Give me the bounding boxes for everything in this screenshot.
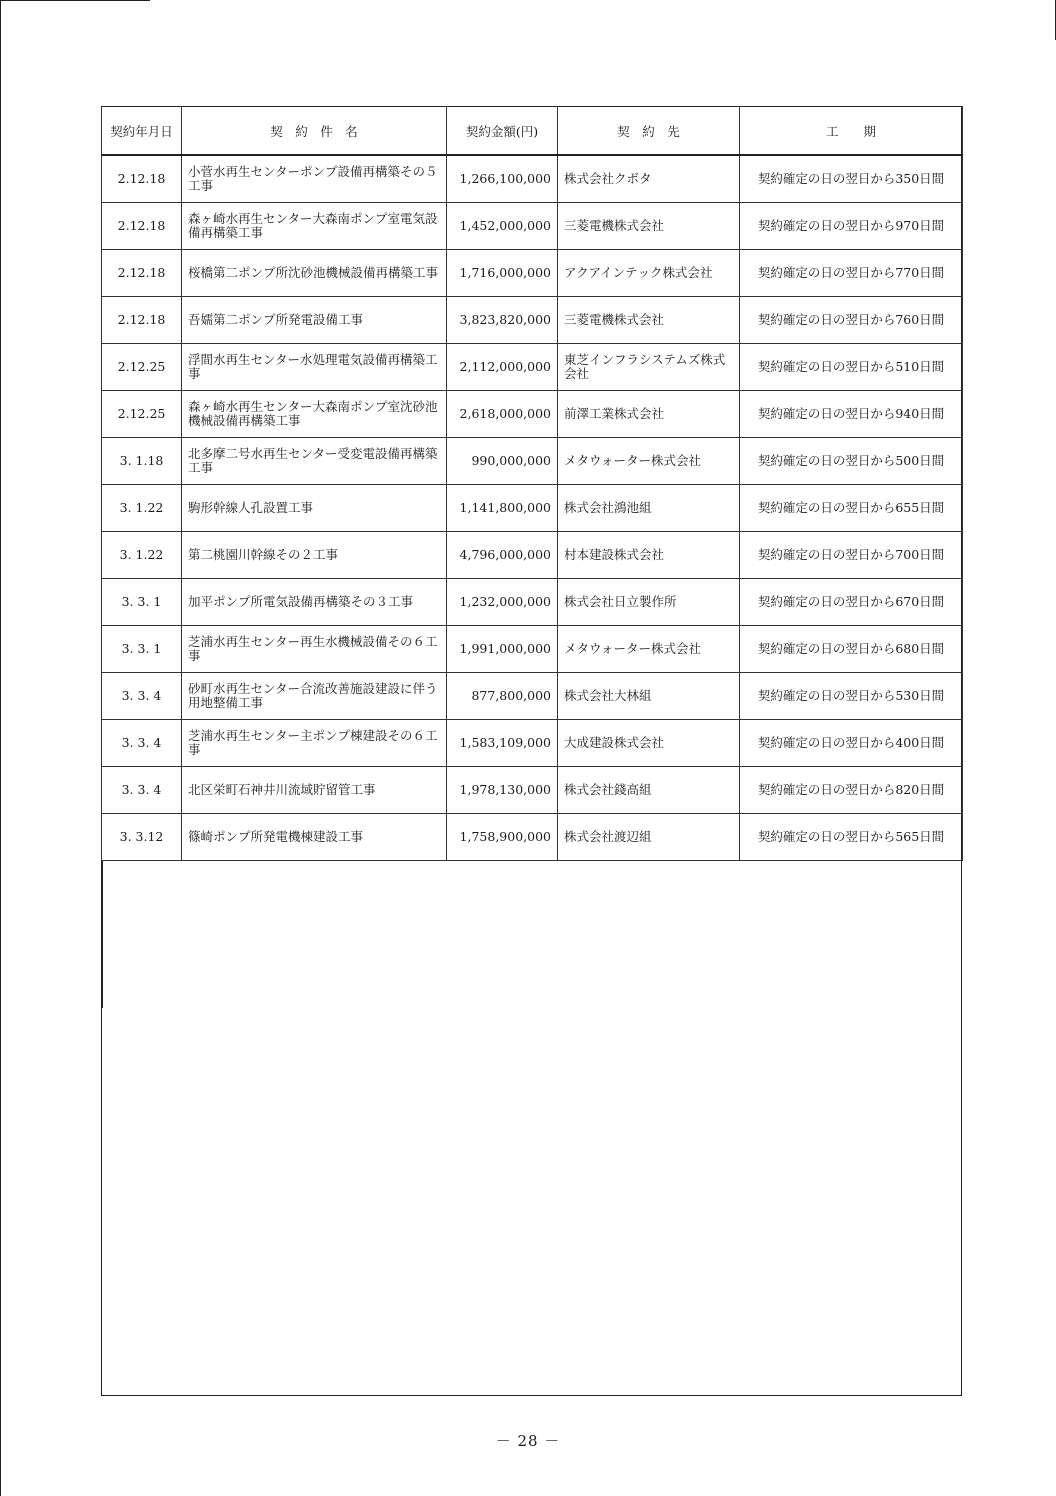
header-contract-name: 契 約 件 名 — [182, 107, 447, 156]
cell-contract-date: 2.12.18 — [102, 297, 182, 344]
cell-construction-period: 契約確定の日の翌日から760日間 — [740, 297, 963, 344]
cell-construction-period: 契約確定の日の翌日から655日間 — [740, 485, 963, 532]
cell-construction-period: 契約確定の日の翌日から530日間 — [740, 673, 963, 720]
cell-contractor: 株式会社錢高組 — [558, 767, 740, 814]
cell-contract-amount: 1,716,000,000 — [447, 250, 558, 297]
cell-contract-date: 3. 3. 4 — [102, 767, 182, 814]
cell-contract-date: 3. 3.12 — [102, 814, 182, 861]
table-row — [102, 673, 963, 720]
contracts-table — [101, 106, 963, 861]
cell-contract-date: 3. 1.22 — [102, 532, 182, 579]
cell-construction-period: 契約確定の日の翌日から770日間 — [740, 250, 963, 297]
cell-construction-period: 契約確定の日の翌日から565日間 — [740, 814, 963, 861]
cell-contract-date: 2.12.25 — [102, 344, 182, 391]
cell-contractor: 三菱電機株式会社 — [558, 297, 740, 344]
cell-contract-amount: 2,112,000,000 — [447, 344, 558, 391]
table-row — [102, 485, 963, 532]
header-contractor: 契 約 先 — [558, 107, 740, 156]
cell-contract-name: 浮間水再生センター水処理電気設備再構築工事 — [182, 344, 447, 391]
cell-contract-name: 森ヶ崎水再生センター大森南ポンプ室沈砂池機械設備再構築工事 — [182, 391, 447, 438]
table-row — [102, 438, 963, 485]
cell-construction-period: 契約確定の日の翌日から970日間 — [740, 203, 963, 250]
cell-contract-name: 篠崎ポンプ所発電機棟建設工事 — [182, 814, 447, 861]
cell-contract-name: 小菅水再生センターポンプ設備再構築その５工事 — [182, 155, 447, 203]
table-row — [102, 250, 963, 297]
cell-contractor: 東芝インフラシステムズ株式会社 — [558, 344, 740, 391]
cell-contract-name: 駒形幹線人孔設置工事 — [182, 485, 447, 532]
cell-contract-date: 3. 3. 1 — [102, 626, 182, 673]
cell-contractor: 株式会社渡辺組 — [558, 814, 740, 861]
cell-construction-period: 契約確定の日の翌日から670日間 — [740, 579, 963, 626]
cell-contractor: メタウォーター株式会社 — [558, 626, 740, 673]
cell-contract-amount: 1,141,800,000 — [447, 485, 558, 532]
cell-contract-amount: 1,583,109,000 — [447, 720, 558, 767]
cell-contract-name: 芝浦水再生センター再生水機械設備その６工事 — [182, 626, 447, 673]
cell-contract-amount: 1,232,000,000 — [447, 579, 558, 626]
cell-contract-name: 第二桃園川幹線その２工事 — [182, 532, 447, 579]
cell-construction-period: 契約確定の日の翌日から350日間 — [740, 155, 963, 203]
cell-contractor: 村本建設株式会社 — [558, 532, 740, 579]
cell-contract-name: 加平ポンプ所電気設備再構築その３工事 — [182, 579, 447, 626]
table-header — [102, 107, 963, 156]
table-row — [102, 626, 963, 673]
cell-contractor: アクアインテック株式会社 — [558, 250, 740, 297]
page-number: － 28 － — [495, 1432, 561, 1450]
cell-contract-amount: 990,000,000 — [447, 438, 558, 485]
cell-contract-date: 3. 1.18 — [102, 438, 182, 485]
cell-contract-name: 芝浦水再生センター主ポンプ棟建設その６工事 — [182, 720, 447, 767]
cell-contract-date: 2.12.25 — [102, 391, 182, 438]
header-contract-date: 契約年月日 — [102, 107, 182, 156]
cell-contract-name: 北区栄町石神井川流域貯留管工事 — [182, 767, 447, 814]
cell-contractor: 三菱電機株式会社 — [558, 203, 740, 250]
cell-construction-period: 契約確定の日の翌日から680日間 — [740, 626, 963, 673]
table-row — [102, 767, 963, 814]
cell-contract-amount: 1,991,000,000 — [447, 626, 558, 673]
cell-contract-date: 2.12.18 — [102, 203, 182, 250]
cell-contract-date: 3. 3. 1 — [102, 579, 182, 626]
table-row — [102, 579, 963, 626]
header-construction-period: 工 期 — [740, 107, 963, 156]
cell-contract-name: 砂町水再生センター合流改善施設建設に伴う用地整備工事 — [182, 673, 447, 720]
cell-contract-amount: 1,978,130,000 — [447, 767, 558, 814]
cell-contractor: 株式会社日立製作所 — [558, 579, 740, 626]
table-row — [102, 720, 963, 767]
table-row — [102, 814, 963, 861]
table-row — [102, 155, 963, 203]
cell-contract-amount: 1,452,000,000 — [447, 203, 558, 250]
cell-contract-date: 3. 3. 4 — [102, 720, 182, 767]
cell-contract-name: 森ヶ崎水再生センター大森南ポンプ室電気設備再構築工事 — [182, 203, 447, 250]
table-body — [102, 155, 963, 861]
cell-contractor: 前澤工業株式会社 — [558, 391, 740, 438]
table-row — [102, 344, 963, 391]
table-row — [102, 203, 963, 250]
header-contract-amount: 契約金額(円) — [447, 107, 558, 156]
cell-contract-amount: 3,823,820,000 — [447, 297, 558, 344]
cell-contract-amount: 877,800,000 — [447, 673, 558, 720]
cell-construction-period: 契約確定の日の翌日から500日間 — [740, 438, 963, 485]
cell-construction-period: 契約確定の日の翌日から820日間 — [740, 767, 963, 814]
cell-contract-amount: 1,758,900,000 — [447, 814, 558, 861]
cell-contract-date: 3. 1.22 — [102, 485, 182, 532]
cell-contractor: 株式会社クボタ — [558, 155, 740, 203]
cell-construction-period: 契約確定の日の翌日から700日間 — [740, 532, 963, 579]
cell-contract-amount: 4,796,000,000 — [447, 532, 558, 579]
frame-divider-stub — [101, 860, 103, 1008]
cell-contract-amount: 2,618,000,000 — [447, 391, 558, 438]
table-row — [102, 532, 963, 579]
cell-contract-name: 桜橋第二ポンプ所沈砂池機械設備再構築工事 — [182, 250, 447, 297]
page-edge-left — [0, 0, 1, 1496]
cell-contract-name: 吾嬬第二ポンプ所発電設備工事 — [182, 297, 447, 344]
header-row — [102, 107, 963, 156]
cell-construction-period: 契約確定の日の翌日から400日間 — [740, 720, 963, 767]
cell-construction-period: 契約確定の日の翌日から510日間 — [740, 344, 963, 391]
cell-contract-date: 3. 3. 4 — [102, 673, 182, 720]
cell-contractor: メタウォーター株式会社 — [558, 438, 740, 485]
cell-contract-date: 2.12.18 — [102, 250, 182, 297]
table-row — [102, 391, 963, 438]
table-row — [102, 297, 963, 344]
cell-contract-amount: 1,266,100,000 — [447, 155, 558, 203]
cell-contractor: 大成建設株式会社 — [558, 720, 740, 767]
cell-contractor: 株式会社鴻池組 — [558, 485, 740, 532]
cell-contractor: 株式会社大林組 — [558, 673, 740, 720]
cell-contract-name: 北多摩二号水再生センター受変電設備再構築工事 — [182, 438, 447, 485]
cell-contract-date: 2.12.18 — [102, 155, 182, 203]
cell-construction-period: 契約確定の日の翌日から940日間 — [740, 391, 963, 438]
page-edge-top — [0, 0, 150, 1]
